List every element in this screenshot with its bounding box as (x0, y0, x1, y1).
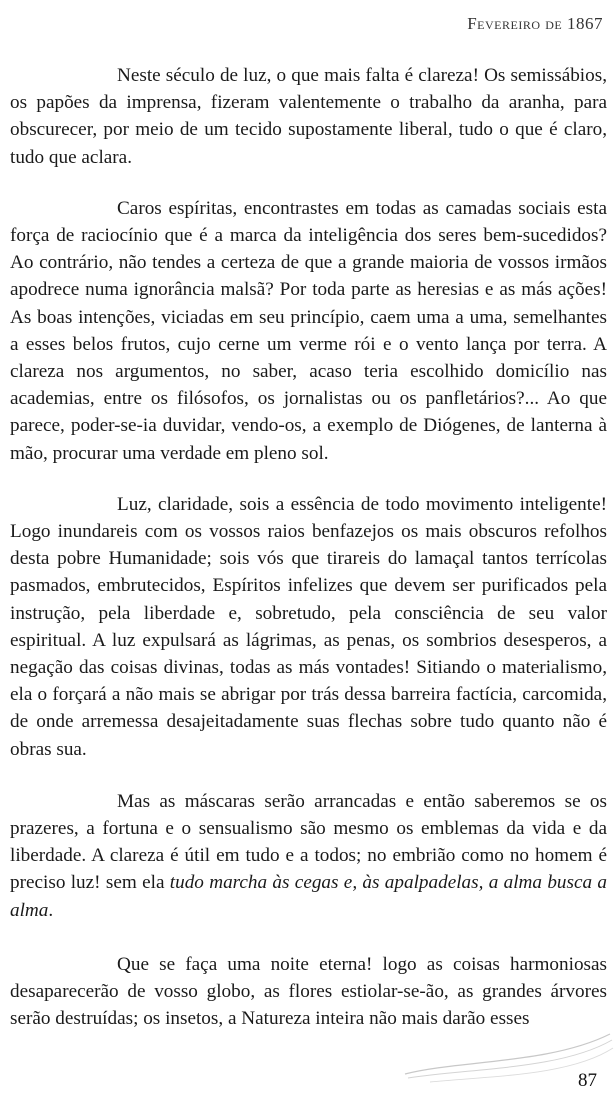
running-header: Fevereiro de 1867 (467, 14, 603, 33)
paragraph-2: Caros espíritas, encontrastes em todas as camadas sociais esta força de raciocínio que é a marca da inteligência dos seres bem-sucedidos? Ao contrário, não tendes a certeza de que a grande maioria de vossos irmãos apodrece numa ignorância malsã? Por toda parte as heresias e as más ações! As boas intenções, viciadas em seu princípio, caem uma a uma, semelhantes a esses belos frutos, cujo cerne um verme rói e o vento lança por terra. A clareza nos argumentos, no saber, acaso teria escolhido domicílio nas academias, entre os filósofos, os jornalistas ou os panfletários?... Ao que parece, poder-se-ia duvidar, vendo-os, a exemplo de Diógenes, de lanterna à mão, procurar uma verdade em pleno sol. (10, 197, 607, 464)
paragraph-4-text: Mas as máscaras serão arrancadas e então saberemos se os prazeres, a fortuna e o sensualismo são mesmo os emblemas da vida e da liberdade. A clareza é útil em tudo e a todos; no embrião como no homem é preciso luz! sem ela (10, 790, 607, 894)
paragraph-4-end: . (48, 899, 54, 921)
page-number: 87 (578, 1070, 597, 1091)
paragraph-4-italic: tudo marcha às cegas e, às apalpadelas, a alma busca a alma (10, 872, 607, 921)
paragraph-4 (10, 788, 607, 924)
paragraph-5: Que se faça uma noite eterna! logo as coisas harmoniosas desaparecerão de vosso globo, as flores estiolar-se-ão, as grandes árvores serão destruídas; os insetos, a Natureza inteira não mais darão esses (10, 953, 607, 1030)
paragraph-1: Neste século de luz, o que mais falta é clareza! Os semissábios, os papões da imprensa, fizeram valentemente o trabalho da aranha, para obscurecer, por meio de um tecido supostamente liberal, tudo o que é claro, tudo que aclara. (10, 65, 607, 168)
paragraph-3: Luz, claridade, sois a essência de todo movimento inteligente! Logo inundareis com os vossos raios benfazejos os mais obscuros refolhos desta pobre Humanidade; sois vós que tirareis do lamaçal tantos terrícolas pasmados, embrutecidos, Espíritos infelizes que devem ser purificados pela instrução, pela liberdade e, sobretudo, pela consciência de seu valor espiritual. A luz expulsará as lágrimas, as penas, os sombrios desesperos, a negação das coisas divinas, todas as más vontades! Sitiando o materialismo, ela o forçará a não mais se abrigar por trás dessa barreira factícia, carcomida, de onde arremessa desajeitadamente suas flechas sobre tudo quanto não é obras sua. (10, 493, 607, 760)
body-text (10, 62, 607, 1033)
